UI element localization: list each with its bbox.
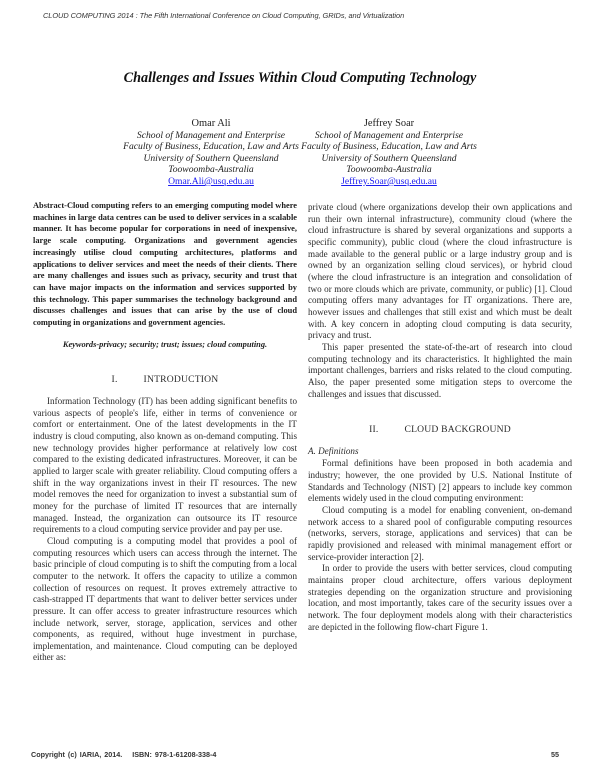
section-title: CLOUD BACKGROUND (404, 424, 511, 436)
author-name: Jeffrey Soar (363, 118, 415, 129)
page-number: 55 (551, 750, 559, 759)
affiliation-line: Faculty of Business, Education, Law and Arts (301, 141, 477, 153)
section-title: INTRODUCTION (143, 374, 219, 386)
keywords: Keywords-privacy; security; trust; issues; cloud computing. (62, 339, 268, 349)
affiliation-line: School of Management and Enterprise (136, 129, 286, 141)
section-heading-cloud-background (308, 424, 572, 436)
section-number: I. (111, 374, 118, 386)
subsection-heading: A. Definitions (308, 445, 359, 456)
copyright-text: Copyright (c) IARIA, 2014. (31, 750, 123, 759)
section-heading-introduction (33, 374, 297, 386)
right-column (308, 202, 572, 633)
author-email-link[interactable]: Jeffrey.Soar@usq.edu.au (341, 175, 437, 187)
author-name: Omar Ali (191, 118, 231, 129)
paper-title: Challenges and Issues Within Cloud Computing Technology (123, 70, 477, 86)
running-head: CLOUD COMPUTING 2014 : The Fifth International Conference on Cloud Computing, GRIDs, and Virtualization (43, 11, 405, 20)
left-column (33, 200, 297, 664)
affiliation-line: School of Management and Enterprise (314, 129, 464, 141)
author-email-link[interactable]: Omar.Ali@usq.edu.au (168, 175, 254, 187)
paragraph-continued: private cloud (where organizations develop their own applications and run their own internal infrastructure), community cloud (where the cloud infrastructure is shared by several organizations and supports a specific community), public cloud (where the cloud infrastructure is made available to the general public or a large industry group and is owned by an organization selling cloud services), or hybrid cloud (where the cloud infrastructure is an integration and consolidation of two or more clouds which are private, community, or public) [1]. Cloud computing offers many advantages for IT organizations. There are, however issues and challenges that still exist and which must be dealt with. A key concern in adopting cloud computing is data security, privacy and trust. (308, 202, 572, 341)
paragraph: Formal definitions have been proposed in both academia and industry; however, the one provided by U.S. National Institute of Standards and Technology (NIST) [2] appears to include key common elements widely used in the cloud computing environment: (308, 458, 572, 504)
affiliation-line: Toowoomba-Australia (168, 164, 254, 176)
abstract: Abstract-Cloud computing refers to an emerging computing model where machines in large data centres can be used to deliver services in a scalable manner. It has become popular for corporations in need of inexpensive, large scale computing. Organizations and government agencies increasingly utilise cloud computing architectures, platforms and applications to deliver services and meet the needs of their clients. There are many challenges and issues such as privacy, security and trust that can have major impacts on the information and services supported by this technology. This paper summarises the technology background and discusses challenges and issues that can arise by the use of cloud computing in organizations and government agencies. (33, 201, 297, 328)
paragraph: In order to provide the users with better services, cloud computing maintains proper cloud architecture, offers various deployment strategies depending on the organization structure and provisioning location, and most importantly, takes care of the security issues over a network. The four deployment models along with their characteristics are depicted in the following flow-chart Figure 1. (308, 563, 572, 632)
affiliation-line: University of Southern Queensland (143, 152, 279, 164)
author-block-2 (269, 118, 509, 188)
affiliation-line: Toowoomba-Australia (346, 164, 432, 176)
section-number: II. (369, 424, 379, 436)
isbn-text: ISBN: 978-1-61208-338-4 (132, 750, 217, 759)
paragraph: This paper presented the state-of-the-art of research into cloud computing technology and its characteristics. It highlighted the main important challenges, barriers and risks related to the cloud computing. Also, the paper presented some mitigation steps to overcome the challenges and issues that discussed. (308, 341, 572, 399)
footer-copyright (31, 750, 216, 759)
paragraph: Cloud computing is a model for enabling convenient, on-demand network access to a shared pool of configurable computing resources (networks, servers, storage, applications and services) that can be rapidly provisioned and released with minimal management effort or service-provider interaction [2]. (308, 505, 572, 562)
affiliation-line: Faculty of Business, Education, Law and Arts (123, 141, 299, 153)
paragraph: Cloud computing is a computing model that provides a pool of computing resources which users can access through the internet. The basic principle of cloud computing is to shift the computing from a local computer to the network. It offers the capacity to utilize a common collection of resources on request. It proves extremely attractive to cash-strapped IT departments that want to deliver better services under pressure. It can offer access to greater infrastructure resources which include network, server, storage, application, services and other components, as required, without huge investment in purchase, implementation, and maintenance. Cloud computing can be deployed either as: (33, 535, 297, 663)
paragraph: Information Technology (IT) has been adding significant benefits to various aspects of people's life, either in terms of convenience or comfort or entertainment. One of the latest developments in the IT industry is cloud computing, also known as on-demand computing. This new technology provides higher performance at relatively low cost compared to the existing dedicated infrastructures. Moreover, it can be applied to larger scale with greater reliability. Cloud computing offers a shift in the way organizations invest in their IT resources. The new model removes the need for organization to invest a substantial sum of money for the purchase of limited IT resources that are internally managed. Instead, the organization can outsource its IT resource requirements to a cloud computing service provider and pay per use. (33, 396, 297, 535)
affiliation-line: University of Southern Queensland (321, 152, 457, 164)
